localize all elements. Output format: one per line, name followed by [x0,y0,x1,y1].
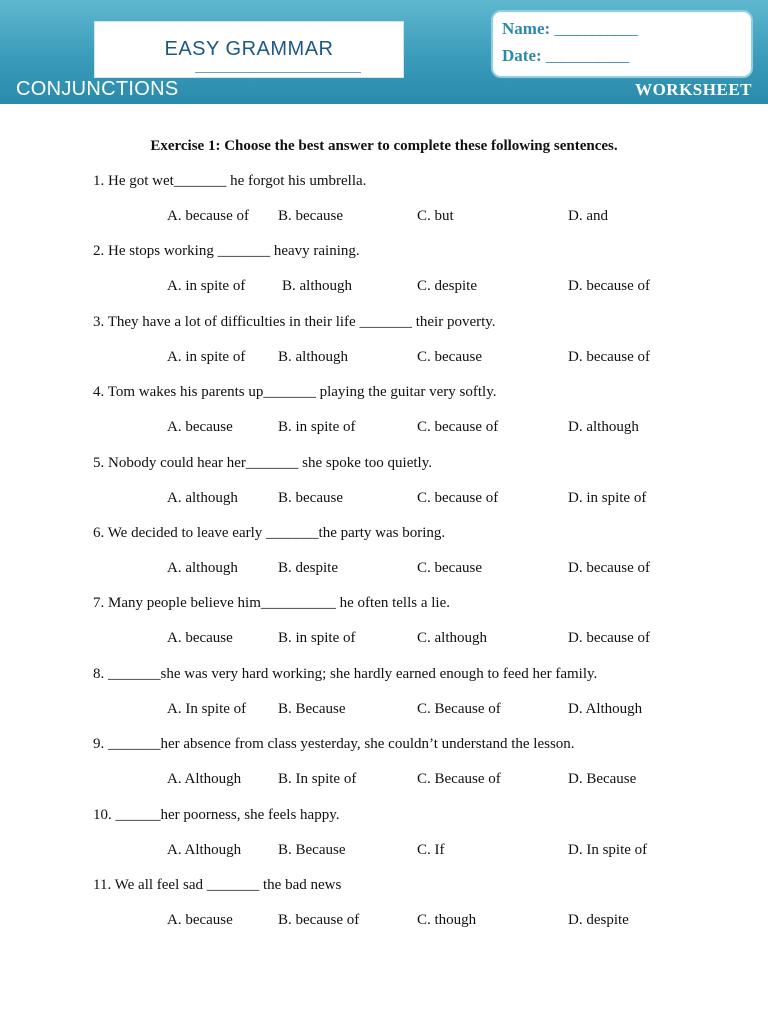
question-item [93,595,733,665]
question-text: 6. We decided to leave early _______the party was boring. [93,524,446,541]
question-item [93,666,733,736]
question-text: 4. Tom wakes his parents up_______ playing the guitar very softly. [93,384,497,401]
question-item [93,243,733,313]
question-item [93,877,733,947]
option-b: B. because [278,489,343,506]
option-d: D. Because [568,771,637,788]
option-a: A. although [167,489,238,506]
option-a: A. in spite of [167,278,246,295]
question-text: 3. They have a lot of difficulties in their life _______ their poverty. [93,313,496,330]
question-text: 1. He got wet_______ he forgot his umbrella. [93,173,367,189]
question-item [93,173,733,243]
question-text: 2. He stops working _______ heavy raining. [93,243,360,260]
option-d: D. in spite of [568,489,647,506]
option-c: C. because [417,559,482,576]
option-a: A. although [167,559,238,576]
question-text: 8. _______she was very hard working; she hardly earned enough to feed her family. [93,665,598,682]
option-d: D. because of [568,630,651,647]
option-b: B. Because [278,700,346,717]
option-a: A. Although [167,771,242,788]
option-a: A. because [167,911,233,928]
option-d: D. Although [568,700,643,717]
option-b: B. In spite of [278,771,357,788]
option-a: A. Although [167,841,242,858]
option-b: B. despite [278,559,338,576]
option-d: D. because of [568,559,651,576]
option-c: C. If [417,841,445,858]
name-blank: ___________ [554,19,637,38]
header-banner [0,0,768,104]
option-a: A. because [167,419,233,436]
question-item [93,384,733,454]
option-d: D. despite [568,911,629,928]
date-label: Date: [502,46,542,65]
date-row [502,46,628,66]
question-item [93,314,733,384]
option-c: C. because of [417,489,499,506]
option-c: C. though [417,911,477,928]
option-a: A. because [167,630,233,647]
option-a: A. In spite of [167,700,247,717]
question-text: 11. We all feel sad _______ the bad news [93,876,342,893]
option-d: D. because of [568,348,651,365]
option-c: C. but [417,208,454,224]
option-a: A. because of [167,208,250,224]
option-a: A. in spite of [167,348,246,365]
title-box [94,21,404,78]
worksheet-title: EASY GRAMMAR [164,38,334,60]
option-b: B. because of [278,911,360,928]
date-blank: ___________ [545,46,629,65]
topic-label: CONJUNCTIONS [16,78,179,100]
option-d: D. because of [568,278,651,295]
option-b: B. because [278,208,343,224]
question-text: 10. ______her poorness, she feels happy. [93,806,340,823]
name-label: Name: [502,19,551,38]
option-d: D. In spite of [568,841,648,858]
name-date-box [491,10,753,78]
worksheet-label: WORKSHEET [635,80,752,99]
option-d: D. and [568,208,608,224]
option-b: B. Because [278,841,346,858]
exercise-title: Exercise 1: Choose the best answer to complete these following sentences. [150,138,618,154]
question-item [93,736,733,806]
question-item [93,455,733,525]
option-b: B. although [278,348,348,365]
option-b: B. in spite of [278,630,356,647]
name-row [502,19,637,39]
title-underline [195,72,361,73]
option-b: B. although [282,278,352,295]
question-text: 7. Many people believe him__________ he often tells a lie. [93,595,450,612]
question-list [93,173,733,947]
option-c: C. despite [417,278,477,295]
option-b: B. in spite of [278,419,356,436]
option-c: C. because [417,348,482,365]
option-c: C. Because of [417,771,501,788]
question-text: 9. _______her absence from class yesterday, she couldn’t understand the lesson. [93,736,575,753]
option-d: D. although [568,419,639,436]
option-c: C. although [417,630,487,647]
question-item [93,807,733,877]
question-text: 5. Nobody could hear her_______ she spoke too quietly. [93,454,432,471]
option-c: C. because of [417,419,499,436]
option-c: C. Because of [417,700,501,717]
question-item [93,525,733,595]
